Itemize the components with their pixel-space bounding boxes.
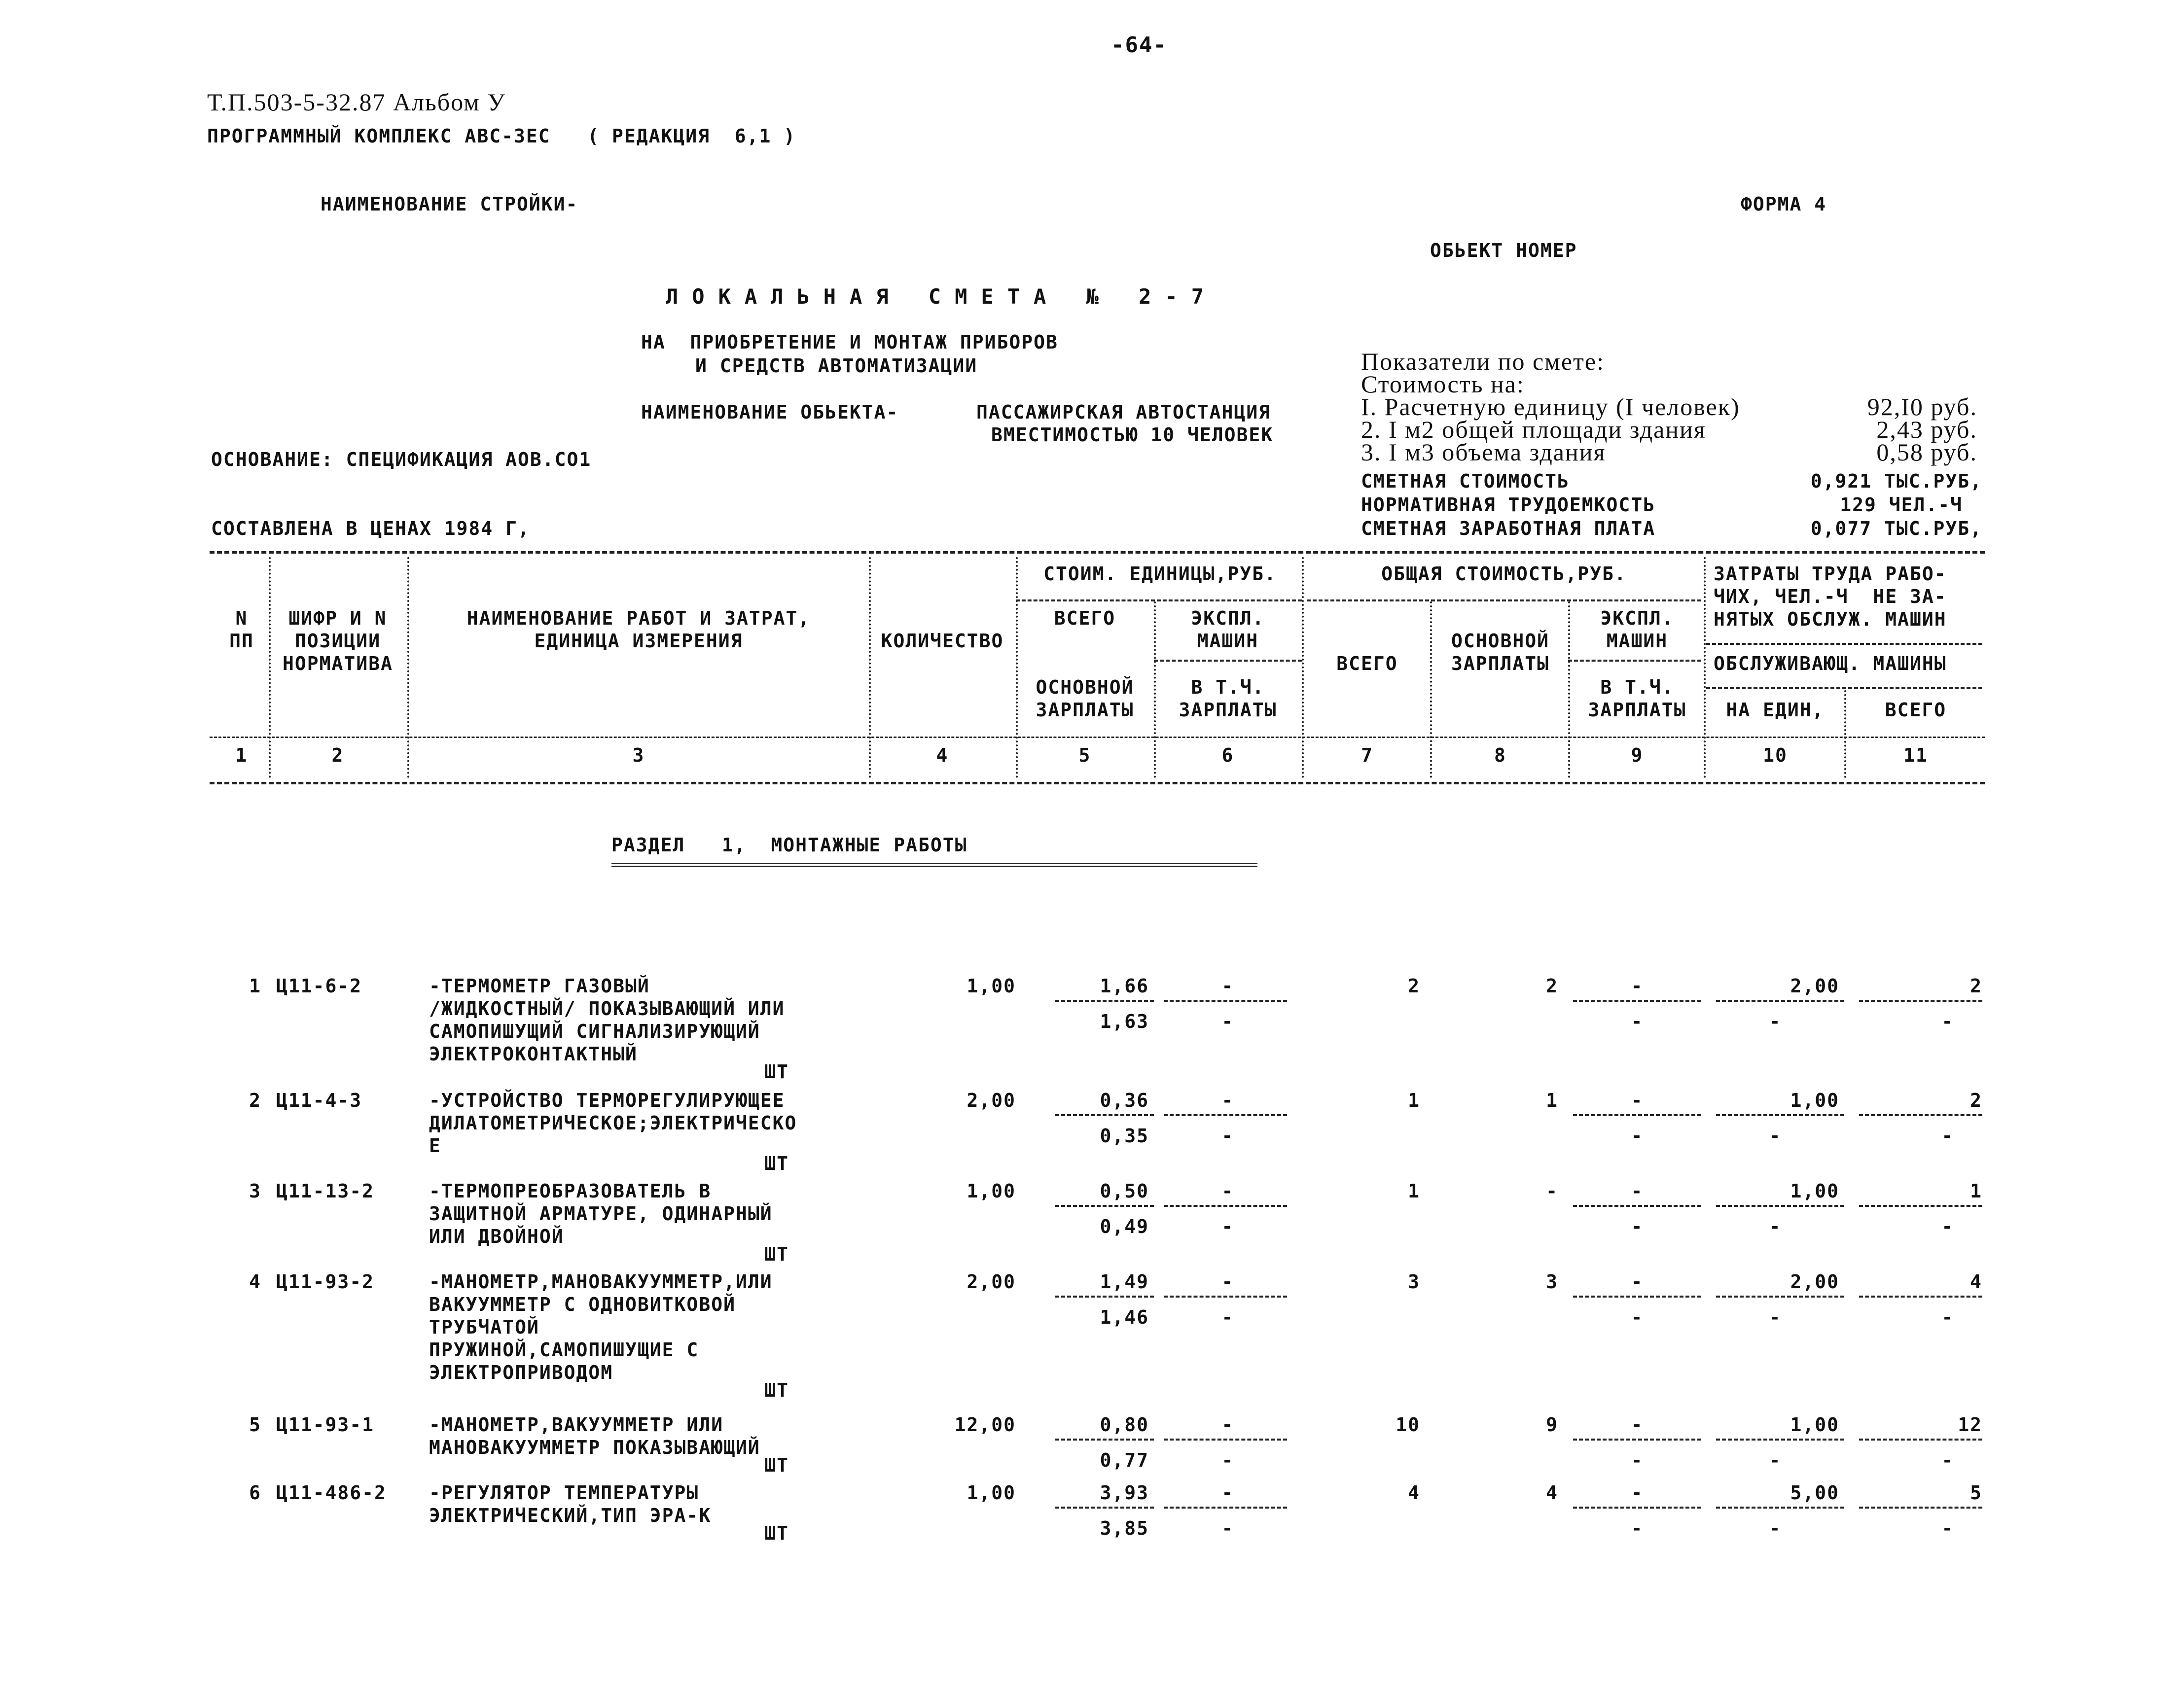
row-total: 3 xyxy=(1408,1271,1420,1293)
col-number: 4 xyxy=(936,744,949,766)
col-number: 2 xyxy=(331,744,344,766)
indicator-m3-label: 3. I м3 объема здания xyxy=(1361,438,1606,466)
row-unit-wage: 0,49 xyxy=(1100,1216,1149,1237)
col-sep-6 xyxy=(1302,557,1304,778)
row-labor-divider xyxy=(1859,1439,1982,1441)
labor-sub-header: ОБСЛУЖИВАЮЩ. МАШИНЫ xyxy=(1714,653,1947,674)
row-unit-wage: 0,77 xyxy=(1100,1449,1149,1471)
row-unit-total: 3,93 xyxy=(1100,1482,1149,1504)
indicator-unit-label: I. Расчетную единицу (I человек) xyxy=(1361,393,1740,421)
indicator-wage-label: СМЕТНАЯ ЗАРАБОТНАЯ ПЛАТА xyxy=(1361,518,1656,539)
row-unit-wage: 1,63 xyxy=(1100,1011,1149,1032)
row-unit: ШТ xyxy=(764,1454,789,1476)
col-sep-9 xyxy=(1704,557,1706,778)
row-total-divider xyxy=(1573,1439,1701,1441)
row-unit-divider xyxy=(1055,1439,1154,1441)
form-label: ФОРМА 4 xyxy=(1741,193,1827,215)
col-sep-10 xyxy=(1844,690,1846,778)
row-labor-total: 12 xyxy=(1958,1414,1982,1436)
col2-header-line1: ШИФР И N xyxy=(288,607,387,629)
object-name-label: НАИМЕНОВАНИЕ ОБЬЕКТА- xyxy=(641,401,899,423)
construction-name-label: НАИМЕНОВАНИЕ СТРОЙКИ- xyxy=(321,193,578,215)
labor-group-header-line1: ЗАТРАТЫ ТРУДА РАБО- xyxy=(1714,563,1947,585)
total-cost-group-rule xyxy=(1307,599,1701,601)
col9-header-top-line2: МАШИН xyxy=(1606,630,1668,652)
purpose-line-2: И СРЕДСТВ АВТОМАТИЗАЦИИ xyxy=(695,355,978,377)
row-quantity: 12,00 xyxy=(954,1414,1016,1436)
row-unit-total: 0,36 xyxy=(1100,1090,1149,1111)
row-mach: - xyxy=(1631,1414,1644,1436)
row-number: 1 xyxy=(249,975,261,997)
row-unit-mach-wage: - xyxy=(1221,1449,1234,1471)
row-unit-divider xyxy=(1055,1205,1154,1207)
row-quantity: 1,00 xyxy=(967,975,1016,997)
row-mach: - xyxy=(1631,1090,1644,1111)
row-labor-total: 5 xyxy=(1970,1482,1982,1504)
labor-sub-rule xyxy=(1706,687,1982,689)
indicators-cost-on: Стоимость на: xyxy=(1361,370,1525,398)
row-mach-wage: - xyxy=(1631,1517,1644,1539)
row-labor-total-mach: - xyxy=(1941,1125,1954,1147)
col-number: 6 xyxy=(1221,744,1234,766)
labor-group-rule xyxy=(1706,643,1982,645)
section-underline xyxy=(611,863,1257,867)
col4-header: КОЛИЧЕСТВО xyxy=(881,630,1004,652)
indicator-m3-value: 0,58 руб. xyxy=(1876,438,1977,466)
col6-header-bot-line1: В Т.Ч. xyxy=(1191,676,1265,698)
row-labor-total: 2 xyxy=(1970,975,1982,997)
row-labor-unit: 2,00 xyxy=(1790,975,1839,997)
row-quantity: 2,00 xyxy=(967,1271,1016,1293)
row-unit-total: 1,66 xyxy=(1100,975,1149,997)
row-labor-divider xyxy=(1716,1296,1844,1298)
row-labor-divider xyxy=(1859,1296,1982,1298)
row-labor-divider xyxy=(1859,1205,1982,1207)
row-labor-unit-mach: - xyxy=(1769,1216,1782,1237)
row-mach: - xyxy=(1631,975,1644,997)
row-labor-divider xyxy=(1716,1000,1844,1002)
unit-cost-group-rule xyxy=(1016,599,1302,601)
row-unit-divider xyxy=(1164,1296,1287,1298)
col6-header-top-line1: ЭКСПЛ. xyxy=(1191,607,1265,629)
row-unit-wage: 0,35 xyxy=(1100,1125,1149,1147)
purpose-line-1: НА ПРИОБРЕТЕНИЕ И МОНТАЖ ПРИБОРОВ xyxy=(641,331,1058,353)
labor-group-header-line2: ЧИХ, ЧЕЛ.-Ч НЕ ЗА- xyxy=(1714,586,1947,607)
row-unit-divider xyxy=(1164,1507,1287,1509)
row-unit-wage: 1,46 xyxy=(1100,1306,1149,1328)
indicator-unit-value: 92,I0 руб. xyxy=(1867,393,1977,421)
row-mach: - xyxy=(1631,1180,1644,1202)
row-labor-unit-mach: - xyxy=(1769,1125,1782,1147)
row-total-divider xyxy=(1573,1507,1701,1509)
col11-header: ВСЕГО xyxy=(1885,699,1947,721)
col-sep-1 xyxy=(269,557,271,778)
row-unit-divider xyxy=(1055,1114,1154,1116)
row-name-line: МАНОВАКУУММЕТР ПОКАЗЫВАЮЩИЙ xyxy=(429,1437,760,1458)
row-total: 10 xyxy=(1396,1414,1420,1436)
row-labor-total-mach: - xyxy=(1941,1517,1954,1539)
row-unit: ШТ xyxy=(764,1243,789,1265)
col3-header-line1: НАИМЕНОВАНИЕ РАБОТ И ЗАТРАТ, xyxy=(466,607,811,629)
row-total-divider xyxy=(1573,1114,1701,1116)
row-wage: - xyxy=(1546,1180,1558,1202)
row-labor-unit-mach: - xyxy=(1769,1306,1782,1328)
row-labor-divider xyxy=(1859,1000,1982,1002)
col6-header-top-line2: МАШИН xyxy=(1197,630,1259,652)
indicator-est-cost-label: СМЕТНАЯ СТОИМОСТЬ xyxy=(1361,470,1570,492)
row-unit-mach: - xyxy=(1221,1414,1234,1436)
row-name-line: -МАНОМЕТР,МАНОВАКУУММЕТР,ИЛИ xyxy=(429,1271,773,1293)
object-number-label: ОБЬЕКТ НОМЕР xyxy=(1430,240,1577,261)
basis-line: ОСНОВАНИЕ: СПЕЦИФИКАЦИЯ АОВ.СО1 xyxy=(211,449,592,470)
row-unit-mach-wage: - xyxy=(1221,1517,1234,1539)
row-total: 1 xyxy=(1408,1090,1420,1111)
row-name-line: ЗАЩИТНОЙ АРМАТУРЕ, ОДИНАРНЫЙ xyxy=(429,1203,773,1225)
row-unit-mach: - xyxy=(1221,1482,1234,1504)
col5-header-bot-line2: ЗАРПЛАТЫ xyxy=(1036,699,1134,721)
row-unit: ШТ xyxy=(764,1153,789,1174)
album-line: Т.П.503-5-32.87 Альбом У xyxy=(207,88,506,116)
row-quantity: 2,00 xyxy=(967,1090,1016,1111)
row-name-line: -РЕГУЛЯТОР ТЕМПЕРАТУРЫ xyxy=(429,1482,699,1504)
row-unit-divider xyxy=(1164,1114,1287,1116)
row-name-line: -ТЕРМОПРЕОБРАЗОВАТЕЛЬ В xyxy=(429,1180,712,1202)
row-mach: - xyxy=(1631,1482,1644,1504)
row-number: 2 xyxy=(249,1090,261,1111)
row-unit-mach-wage: - xyxy=(1221,1306,1234,1328)
row-name-line: ТРУБЧАТОЙ xyxy=(429,1316,539,1338)
col-number: 8 xyxy=(1494,744,1506,766)
col-number: 10 xyxy=(1763,744,1788,766)
row-unit-divider xyxy=(1055,1507,1154,1509)
row-name-line: -МАНОМЕТР,ВАКУУММЕТР ИЛИ xyxy=(429,1414,724,1436)
row-mach: - xyxy=(1631,1271,1644,1293)
row-unit-divider xyxy=(1055,1000,1154,1002)
row-name-line: ЭЛЕКТРОКОНТАКТНЫЙ xyxy=(429,1043,638,1065)
col8-header-line1: ОСНОВНОЙ xyxy=(1451,630,1550,652)
indicators-title: Показатели по смете: xyxy=(1361,348,1605,375)
col-sep-5 xyxy=(1154,601,1156,778)
row-number: 4 xyxy=(249,1271,261,1293)
row-number: 6 xyxy=(249,1482,261,1504)
row-code: Ц11-93-2 xyxy=(276,1271,375,1293)
row-labor-divider xyxy=(1859,1114,1982,1116)
object-name-line-1: ПАССАЖИРСКАЯ АВТОСТАНЦИЯ xyxy=(976,401,1271,423)
col7-header: ВСЕГО xyxy=(1336,653,1398,674)
indicator-wage-value: 0,077 ТЫС.РУБ, xyxy=(1810,518,1982,539)
col-number: 9 xyxy=(1631,744,1644,766)
row-code: Ц11-6-2 xyxy=(276,975,362,997)
row-name-line: -ТЕРМОМЕТР ГАЗОВЫЙ xyxy=(429,975,650,997)
row-name-line: ПРУЖИНОЙ,САМОПИШУЩИЕ С xyxy=(429,1339,699,1361)
row-labor-unit: 1,00 xyxy=(1790,1414,1839,1436)
row-name-line: ДИЛАТОМЕТРИЧЕСКОЕ;ЭЛЕКТРИЧЕСКО xyxy=(429,1112,797,1134)
row-unit-wage: 3,85 xyxy=(1100,1517,1149,1539)
header-bottom-rule xyxy=(210,737,1985,738)
col-number: 3 xyxy=(632,744,645,766)
row-code: Ц11-486-2 xyxy=(276,1482,387,1504)
row-labor-total-mach: - xyxy=(1941,1216,1954,1237)
col1-header-line1: N xyxy=(235,607,248,629)
row-unit-total: 1,49 xyxy=(1100,1271,1149,1293)
row-labor-total: 2 xyxy=(1970,1090,1982,1111)
row-unit-divider xyxy=(1164,1205,1287,1207)
row-total-divider xyxy=(1573,1000,1701,1002)
row-labor-total: 4 xyxy=(1970,1271,1982,1293)
row-labor-total-mach: - xyxy=(1941,1449,1954,1471)
row-name-line: ИЛИ ДВОЙНОЙ xyxy=(429,1226,564,1247)
row-unit: ШТ xyxy=(764,1379,789,1401)
row-total-divider xyxy=(1573,1296,1701,1298)
row-wage: 3 xyxy=(1546,1271,1558,1293)
row-total: 1 xyxy=(1408,1180,1420,1202)
row-labor-unit: 1,00 xyxy=(1790,1180,1839,1202)
row-labor-divider xyxy=(1716,1507,1844,1509)
prices-line: СОСТАВЛЕНА В ЦЕНАХ 1984 Г, xyxy=(211,518,530,539)
row-unit-mach-wage: - xyxy=(1221,1125,1234,1147)
row-mach-wage: - xyxy=(1631,1449,1644,1471)
row-labor-unit: 2,00 xyxy=(1790,1271,1839,1293)
row-name-line: Е xyxy=(429,1135,441,1157)
row-wage: 1 xyxy=(1546,1090,1558,1111)
row-name-line: ЭЛЕКТРИЧЕСКИЙ,ТИП ЭРА-К xyxy=(429,1505,712,1526)
row-code: Ц11-4-3 xyxy=(276,1090,362,1111)
unit-cost-group-header: СТОИМ. ЕДИНИЦЫ,РУБ. xyxy=(1043,563,1277,585)
total-cost-group-header: ОБЩАЯ СТОИМОСТЬ,РУБ. xyxy=(1381,563,1627,585)
row-labor-unit-mach: - xyxy=(1769,1449,1782,1471)
col8-header-line2: ЗАРПЛАТЫ xyxy=(1451,653,1550,674)
row-unit-mach: - xyxy=(1221,1180,1234,1202)
row-unit-mach: - xyxy=(1221,1271,1234,1293)
row-mach-wage: - xyxy=(1631,1216,1644,1237)
row-wage: 4 xyxy=(1546,1482,1558,1504)
col-number: 11 xyxy=(1903,744,1928,766)
row-mach-wage: - xyxy=(1631,1306,1644,1328)
row-name-line: ЭЛЕКТРОПРИВОДОМ xyxy=(429,1362,613,1383)
row-unit-total: 0,50 xyxy=(1100,1180,1149,1202)
col-number: 5 xyxy=(1078,744,1091,766)
col9-header-top-line1: ЭКСПЛ. xyxy=(1600,607,1674,629)
row-unit-mach-wage: - xyxy=(1221,1216,1234,1237)
col9-header-bot-line1: В Т.Ч. xyxy=(1600,676,1674,698)
row-number: 5 xyxy=(249,1414,261,1436)
row-total: 2 xyxy=(1408,975,1420,997)
row-name-line: -УСТРОЙСТВО ТЕРМОРЕГУЛИРУЮЩЕЕ xyxy=(429,1090,785,1111)
row-unit-divider xyxy=(1164,1439,1287,1441)
row-name-line: САМОПИШУЩИЙ СИГНАЛИЗИРУЮЩИЙ xyxy=(429,1020,760,1042)
col5-header-top: ВСЕГО xyxy=(1054,607,1116,629)
row-labor-unit-mach: - xyxy=(1769,1517,1782,1539)
program-line: ПРОГРАММНЫЙ КОМПЛЕКС АВС-3ЕС ( РЕДАКЦИЯ 6,1 ) xyxy=(207,125,796,147)
numbers-bottom-rule xyxy=(210,782,1985,784)
total-cost-sub-rule xyxy=(1568,660,1701,662)
row-unit-divider xyxy=(1164,1000,1287,1002)
unit-cost-sub-rule xyxy=(1154,660,1302,662)
row-name-line: /ЖИДКОСТНЫЙ/ ПОКАЗЫВАЮЩИЙ ИЛИ xyxy=(429,998,785,1020)
col2-header-line3: НОРМАТИВА xyxy=(283,653,393,674)
col-sep-4 xyxy=(1016,557,1018,778)
row-unit-mach-wage: - xyxy=(1221,1011,1234,1032)
col5-header-bot-line1: ОСНОВНОЙ xyxy=(1036,676,1134,698)
col10-header: НА ЕДИН, xyxy=(1726,699,1825,721)
indicator-m2-value: 2,43 руб. xyxy=(1876,416,1977,443)
row-labor-unit: 1,00 xyxy=(1790,1090,1839,1111)
row-labor-divider xyxy=(1716,1439,1844,1441)
row-code: Ц11-13-2 xyxy=(276,1180,375,1202)
row-unit-mach: - xyxy=(1221,1090,1234,1111)
col-number: 7 xyxy=(1361,744,1373,766)
labor-group-header-line3: НЯТЫХ ОБСЛУЖ. МАШИН xyxy=(1714,608,1947,630)
row-number: 3 xyxy=(249,1180,261,1202)
row-labor-total: 1 xyxy=(1970,1180,1982,1202)
row-unit: ШТ xyxy=(764,1522,789,1544)
row-total: 4 xyxy=(1408,1482,1420,1504)
row-unit-divider xyxy=(1055,1296,1154,1298)
row-mach-wage: - xyxy=(1631,1011,1644,1032)
row-labor-total-mach: - xyxy=(1941,1306,1954,1328)
row-labor-divider xyxy=(1716,1205,1844,1207)
row-name-line: ВАКУУММЕТР С ОДНОВИТКОВОЙ xyxy=(429,1294,736,1315)
row-code: Ц11-93-1 xyxy=(276,1414,375,1436)
row-total-divider xyxy=(1573,1205,1701,1207)
indicator-labor-label: НОРМАТИВНАЯ ТРУДОЕМКОСТЬ xyxy=(1361,494,1656,516)
col2-header-line2: ПОЗИЦИИ xyxy=(294,630,381,652)
row-mach-wage: - xyxy=(1631,1125,1644,1147)
col3-header-line2: ЕДИНИЦА ИЗМЕРЕНИЯ xyxy=(534,630,743,652)
row-labor-divider xyxy=(1859,1507,1982,1509)
col-number: 1 xyxy=(235,744,248,766)
indicator-m2-label: 2. I м2 общей площади здания xyxy=(1361,416,1706,443)
row-labor-total-mach: - xyxy=(1941,1011,1954,1032)
row-wage: 9 xyxy=(1546,1414,1558,1436)
row-unit-mach: - xyxy=(1221,975,1234,997)
indicator-labor-value: 129 ЧЕЛ.-Ч xyxy=(1840,494,1963,516)
page-number: -64- xyxy=(1111,33,1167,58)
row-quantity: 1,00 xyxy=(967,1180,1016,1202)
row-quantity: 1,00 xyxy=(967,1482,1016,1504)
col-sep-8 xyxy=(1568,601,1570,778)
col-sep-7 xyxy=(1430,601,1432,778)
row-unit: ШТ xyxy=(764,1061,789,1083)
row-labor-divider xyxy=(1716,1114,1844,1116)
row-labor-unit-mach: - xyxy=(1769,1011,1782,1032)
table-top-rule xyxy=(210,551,1985,554)
row-labor-unit: 5,00 xyxy=(1790,1482,1839,1504)
row-unit-total: 0,80 xyxy=(1100,1414,1149,1436)
col6-header-bot-line2: ЗАРПЛАТЫ xyxy=(1179,699,1277,721)
estimate-title: ЛОКАЛЬНАЯ СМЕТА № 2-7 xyxy=(666,284,1218,309)
col9-header-bot-line2: ЗАРПЛАТЫ xyxy=(1588,699,1686,721)
indicator-est-cost-value: 0,921 ТЫС.РУБ, xyxy=(1810,470,1982,492)
object-name-line-2: ВМЕСТИМОСТЬЮ 10 ЧЕЛОВЕК xyxy=(991,424,1274,446)
col1-header-line2: ПП xyxy=(229,630,254,652)
section-title: РАЗДЕЛ 1, МОНТАЖНЫЕ РАБОТЫ xyxy=(611,834,967,856)
row-wage: 2 xyxy=(1546,975,1558,997)
